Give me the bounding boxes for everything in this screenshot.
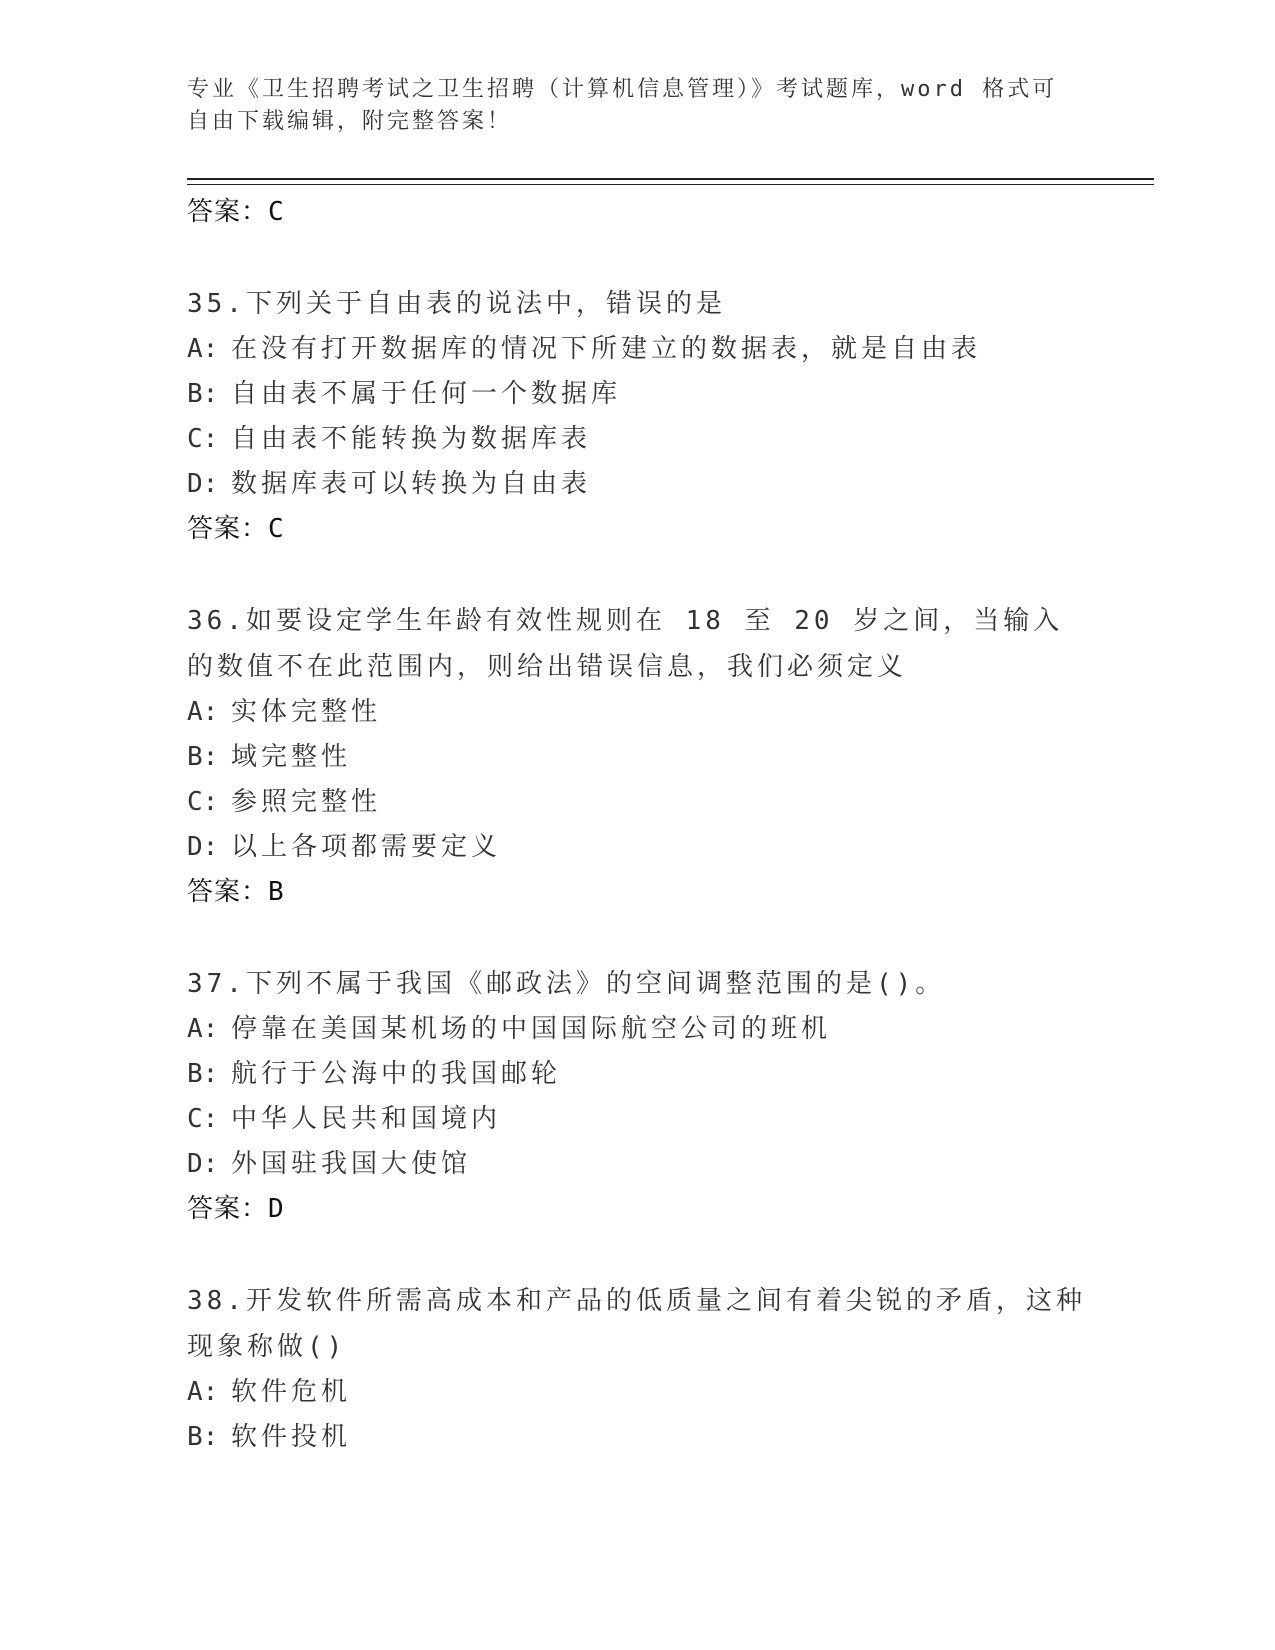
option-text: 实体完整性 (231, 697, 382, 727)
question-number: 36. (187, 606, 246, 636)
option-text: 数据库表可以转换为自由表 (231, 469, 592, 499)
answer-label: 答案： (187, 197, 269, 227)
option-a (187, 1370, 1087, 1415)
option-b (187, 372, 1087, 417)
option-text: 停靠在美国某机场的中国国际航空公司的班机 (231, 1014, 832, 1044)
question-35 (187, 281, 1087, 327)
option-text: 在没有打开数据库的情况下所建立的数据表，就是自由表 (231, 334, 982, 364)
option-letter: C: (187, 1104, 219, 1134)
question-list (187, 190, 1087, 1460)
option-letter: C: (187, 787, 219, 817)
option-text: 自由表不属于任何一个数据库 (231, 379, 622, 409)
answer-label: 答案： (187, 1194, 269, 1224)
question-37 (187, 961, 1087, 1007)
option-d (187, 462, 1087, 507)
option-text: 外国驻我国大使馆 (231, 1149, 472, 1179)
question-38 (187, 1278, 1087, 1370)
question-number: 37. (187, 969, 246, 999)
option-text: 软件投机 (231, 1422, 352, 1452)
answer-label: 答案： (187, 514, 269, 544)
option-b (187, 1415, 1087, 1460)
answer-line (187, 1187, 1087, 1231)
option-c (187, 780, 1087, 825)
question-text: 如要设定学生年龄有效性规则在 18 至 20 岁之间，当输入的数值不在此范围内，则给出错误信息，我们必须定义 (187, 606, 1064, 682)
option-letter: B: (187, 1059, 219, 1089)
option-d (187, 825, 1087, 870)
option-c (187, 417, 1087, 462)
option-b (187, 1052, 1087, 1097)
option-letter: A: (187, 1014, 219, 1044)
option-letter: B: (187, 379, 219, 409)
option-c (187, 1097, 1087, 1142)
answer-value: C (268, 197, 285, 227)
option-text: 中华人民共和国境内 (231, 1104, 502, 1134)
option-letter: A: (187, 334, 219, 364)
document-header: 专业《卫生招聘考试之卫生招聘（计算机信息管理）》考试题库，word 格式可自由下载编辑，附完整答案！ (187, 77, 1058, 134)
option-a (187, 1007, 1087, 1052)
option-text: 软件危机 (231, 1377, 352, 1407)
question-text: 下列不属于我国《邮政法》的空间调整范围的是()。 (245, 969, 946, 999)
option-letter: D: (187, 469, 219, 499)
option-letter: C: (187, 424, 219, 454)
answer-line (187, 870, 1087, 914)
option-text: 自由表不能转换为数据库表 (231, 424, 592, 454)
question-number: 38. (187, 1286, 246, 1316)
option-text: 航行于公海中的我国邮轮 (231, 1059, 562, 1089)
question-text: 开发软件所需高成本和产品的低质量之间有着尖锐的矛盾，这种现象称做() (187, 1286, 1086, 1362)
option-letter: D: (187, 832, 219, 862)
option-letter: B: (187, 1422, 219, 1452)
option-d (187, 1142, 1087, 1187)
option-a (187, 327, 1087, 372)
option-letter: A: (187, 697, 219, 727)
answer-value: C (268, 514, 285, 544)
question-text: 下列关于自由表的说法中，错误的是 (245, 289, 726, 319)
question-36 (187, 598, 1087, 690)
answer-value: D (268, 1194, 285, 1224)
option-letter: B: (187, 742, 219, 772)
option-a (187, 690, 1087, 735)
option-b (187, 735, 1087, 780)
answer-value: B (268, 877, 285, 907)
header-divider-thick (187, 178, 1154, 180)
answer-label: 答案： (187, 877, 269, 907)
header-divider-thin (187, 184, 1154, 185)
option-text: 参照完整性 (231, 787, 382, 817)
question-number: 35. (187, 289, 246, 319)
option-letter: D: (187, 1149, 219, 1179)
answer-line (187, 507, 1087, 551)
option-text: 域完整性 (231, 742, 352, 772)
option-letter: A: (187, 1377, 219, 1407)
answer-line (187, 190, 1087, 234)
option-text: 以上各项都需要定义 (231, 832, 502, 862)
